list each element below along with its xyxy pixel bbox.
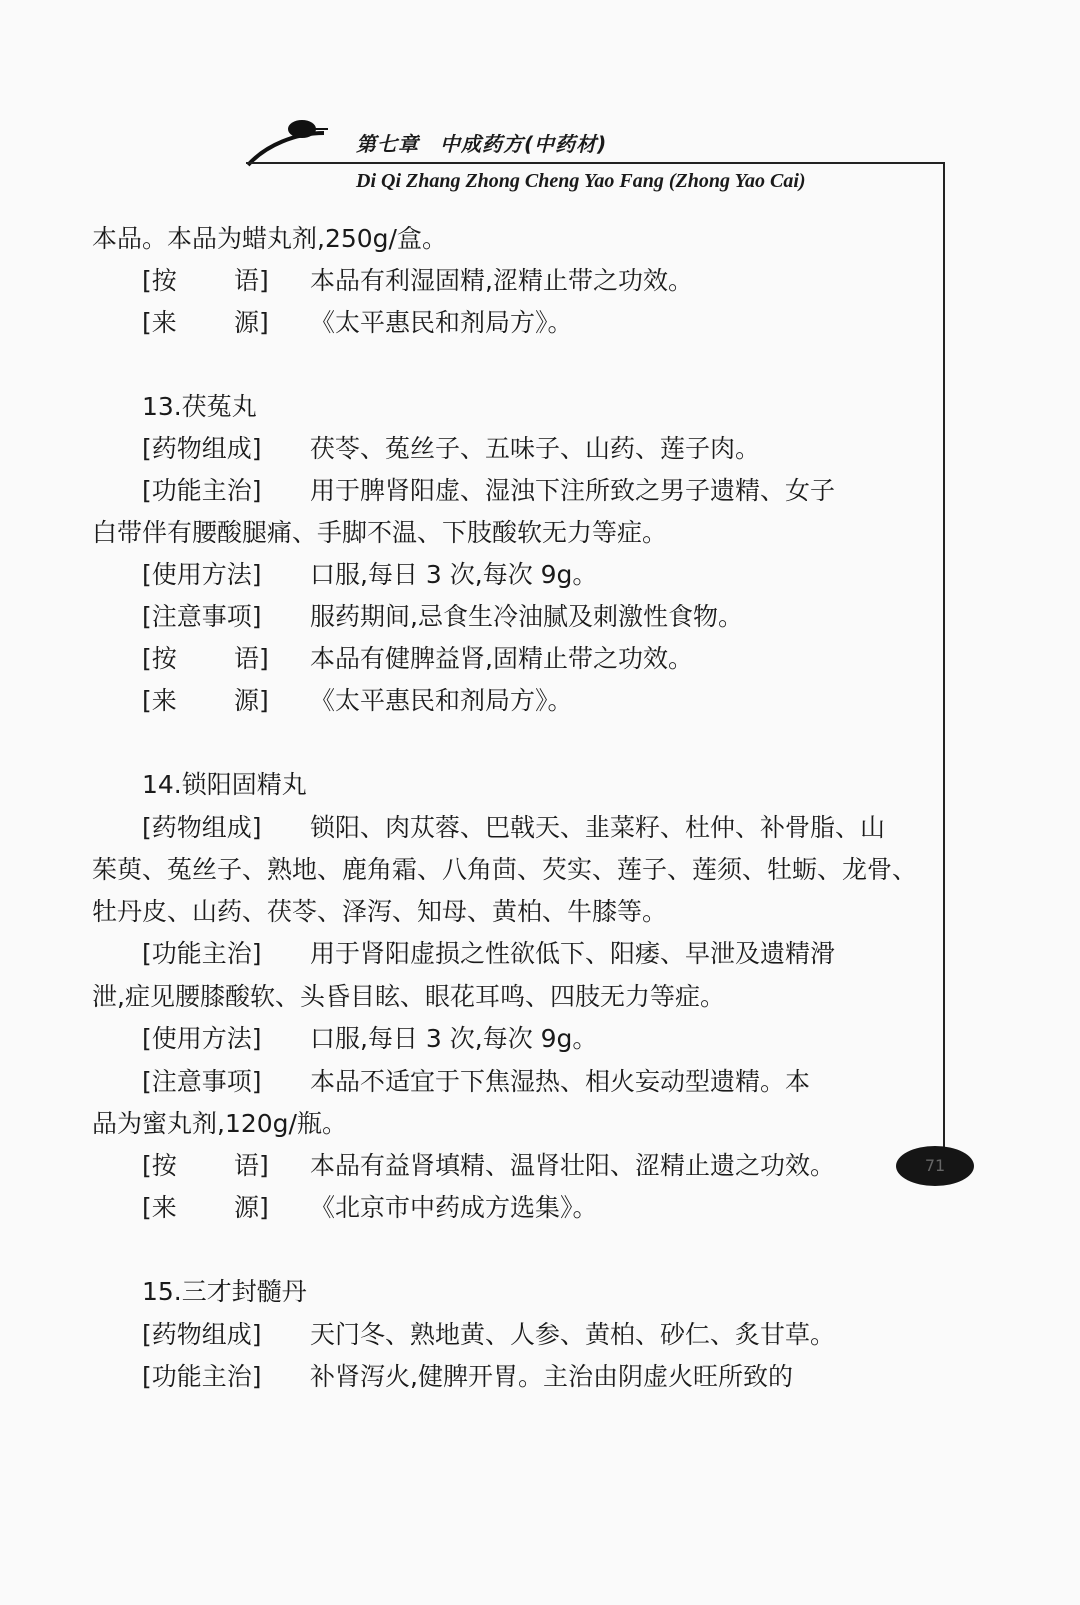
- entry-ingredients: [药物组成] 天门冬、熟地黄、人参、黄柏、砂仁、炙甘草。: [142, 1320, 836, 1349]
- entry-source: [来 源] 《太平惠民和剂局方》。: [142, 308, 573, 337]
- entry-cautions: [注意事项] 本品不适宜于下焦湿热、相火妄动型遗精。本: [142, 1067, 811, 1096]
- entry-cautions: [注意事项] 服药期间,忌食生冷油腻及刺激性食物。: [142, 602, 743, 631]
- entry-note: [按 语] 本品有利湿固精,涩精止带之功效。: [142, 266, 693, 295]
- text-line: 品为蜜丸剂,120g/瓶。: [92, 1109, 347, 1138]
- entry-usage: [使用方法] 口服,每日 3 次,每次 9g。: [142, 1024, 598, 1053]
- entry-note: [按 语] 本品有健脾益肾,固精止带之功效。: [142, 644, 693, 673]
- entry-note: [按 语] 本品有益肾填精、温肾壮阳、涩精止遗之功效。: [142, 1151, 836, 1180]
- entry-indications: [功能主治] 用于脾肾阳虚、湿浊下注所致之男子遗精、女子: [142, 476, 836, 505]
- entry-source: [来 源] 《太平惠民和剂局方》。: [142, 686, 573, 715]
- entry-source: [来 源] 《北京市中药成方选集》。: [142, 1193, 598, 1222]
- header-rule: [246, 162, 944, 164]
- margin-rule: [943, 162, 945, 1168]
- label-note: [按 语]: [142, 266, 269, 295]
- entry-indications: [功能主治] 用于肾阳虚损之性欲低下、阳痿、早泄及遗精滑: [142, 939, 836, 968]
- section-heading-14: 14.锁阳固精丸: [142, 770, 307, 799]
- entry-indications: [功能主治] 补肾泻火,健脾开胃。主治由阴虚火旺所致的: [142, 1362, 793, 1391]
- page-number-badge: 71: [896, 1146, 974, 1186]
- text-line: 泄,症见腰膝酸软、头昏目眩、眼花耳鸣、四肢无力等症。: [92, 982, 725, 1011]
- entry-ingredients: [药物组成] 茯苓、菟丝子、五味子、山药、莲子肉。: [142, 434, 761, 463]
- text-line: 茱萸、菟丝子、熟地、鹿角霜、八角茴、芡实、莲子、莲须、牡蛎、龙骨、: [92, 855, 918, 884]
- section-heading-15: 15.三才封髓丹: [142, 1277, 307, 1306]
- label-source: [来 源]: [142, 308, 269, 337]
- running-header-pinyin: Di Qi Zhang Zhong Cheng Yao Fang (Zhong Yao Cai): [356, 170, 806, 192]
- entry-ingredients: [药物组成] 锁阳、肉苁蓉、巴戟天、韭菜籽、杜仲、补骨脂、山: [142, 813, 886, 842]
- text-line: 本品。本品为蜡丸剂,250g/盒。: [92, 224, 447, 253]
- running-header-chapter: 第七章 中成药方(中药材): [356, 132, 608, 156]
- section-heading-13: 13.茯菟丸: [142, 392, 257, 421]
- text-line: 牡丹皮、山药、茯苓、泽泻、知母、黄柏、牛膝等。: [92, 897, 668, 926]
- entry-usage: [使用方法] 口服,每日 3 次,每次 9g。: [142, 560, 598, 589]
- text-line: 白带伴有腰酸腿痛、手脚不温、下肢酸软无力等症。: [92, 518, 668, 547]
